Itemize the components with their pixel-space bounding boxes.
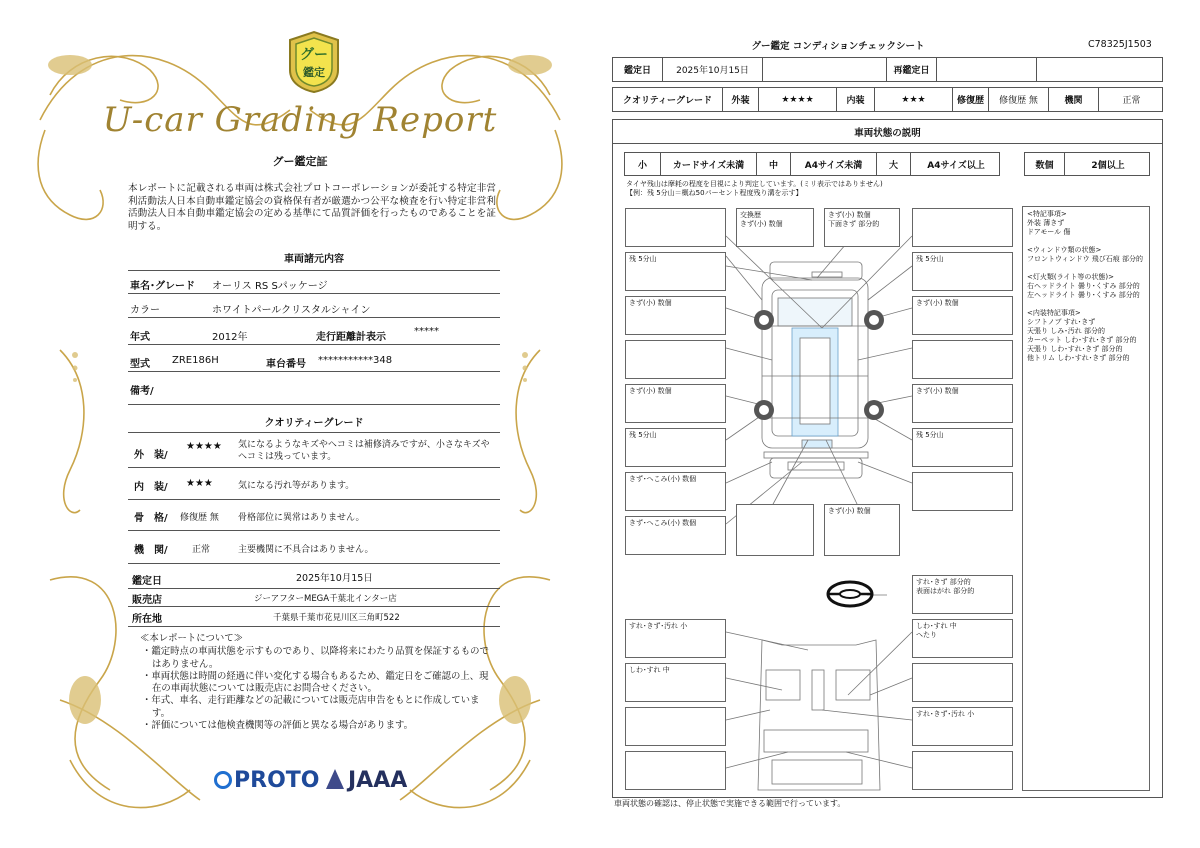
shop-row: [128, 589, 500, 607]
notes-title: ≪本レポートについて≫: [140, 633, 243, 644]
color-label: カラー: [130, 305, 160, 316]
name-label: 車名･グレード: [130, 281, 195, 292]
footer-note: 車両状態の確認は、停止状態で実施できる範囲で行っています。: [614, 799, 846, 808]
spec-row-model: [128, 345, 500, 372]
count-label: 数個: [1025, 153, 1065, 175]
tire-note-2: 【例：残 5分山＝概ね50パーセント程度残り溝を示す】: [626, 189, 803, 197]
repair-value: 修復歴 無: [989, 88, 1049, 111]
address-row: [128, 607, 500, 627]
engine-value: 正常: [192, 545, 211, 555]
shop-label: 販売店: [132, 595, 162, 606]
note-item: ・車両状態は時間の経過に伴い変化する場合もあるため、鑑定日をご確認の上、現在の車両状態については販売店にお問合せください。: [142, 670, 489, 695]
report-title: U-car Grading Report: [102, 100, 498, 140]
year-label: 年式: [130, 332, 150, 343]
grade-label: クオリティーグレード: [613, 88, 723, 111]
repair-label: 修復歴: [953, 88, 989, 111]
model-value: ZRE186H: [172, 355, 219, 366]
year-value: 2012年: [212, 332, 248, 343]
address-value: 千葉県千葉市花見川区三角町522: [273, 613, 400, 623]
spec-row-name: [128, 270, 500, 294]
int-stars: ★★★: [875, 88, 953, 111]
grade-title: クオリティーグレード: [264, 418, 364, 429]
size-large-desc: A4サイズ以上: [927, 160, 985, 171]
frame-label: 骨 格/: [134, 513, 168, 524]
condition-box: [912, 208, 1013, 247]
condition-box: きず(小) 数個: [912, 384, 1013, 423]
date-value: 2025年10月15日: [296, 573, 373, 584]
condition-box: すれ･きず 部分的 表面はがれ 部分的: [912, 575, 1013, 614]
remarks-label: 備考/: [130, 386, 154, 397]
condition-box: すれ･きず･汚れ 小: [625, 619, 726, 658]
grade-table: [612, 87, 1163, 112]
note-item: ・年式、車名、走行距離などの記載については販売店申告をもとに作成しています。: [142, 695, 480, 719]
condition-box: [912, 663, 1013, 702]
chassis-value: ***********348: [318, 355, 393, 366]
model-label: 型式: [130, 359, 150, 370]
condition-box: 残 5分山: [912, 252, 1013, 291]
ext-label: 外装: [723, 88, 759, 111]
exterior-stars: ★★★★: [186, 441, 222, 452]
condition-box: 残 5分山: [625, 428, 726, 467]
steering-wheel-icon: [828, 582, 872, 606]
condition-box: [625, 208, 726, 247]
condition-box: [625, 340, 726, 379]
proto-mark-icon: [214, 771, 232, 789]
goo-kantei-badge: [284, 30, 344, 94]
size-large: 大: [877, 153, 911, 175]
condition-box: きず(小) 数個: [912, 296, 1013, 335]
note-item: ・評価については他検査機関等の評価と異なる場合があります。: [142, 720, 413, 732]
date-label: 鑑定日: [613, 58, 663, 81]
engine-text: 主要機関に不具合はありません。: [238, 545, 374, 555]
sheet-id: C78325J1503: [1088, 39, 1152, 50]
condition-box: きず･へこみ(小) 数個: [625, 472, 726, 511]
grade-row-engine: [128, 531, 500, 564]
mileage-value: *****: [414, 326, 439, 337]
sheet-title: グー鑑定 コンディションチェックシート: [751, 41, 925, 52]
size-mid: 中: [757, 153, 791, 175]
color-value: ホワイトパールクリスタルシャイン: [212, 305, 371, 316]
divider: [612, 143, 1163, 144]
frame-text: 骨格部位に異常はありません。: [238, 513, 365, 523]
frame-value: 修復歴 無: [180, 513, 219, 523]
condition-box: [625, 751, 726, 790]
blank-cell: [763, 58, 887, 81]
blank-cell: [937, 58, 1037, 81]
condition-box: きず(小) 数個: [625, 384, 726, 423]
grade-row-interior: [128, 467, 500, 500]
jaaa-logo: JAAA: [326, 768, 407, 793]
condition-box: きず(小) 数個 下面きず 部分的: [824, 208, 900, 247]
engine-label: 機 関/: [134, 545, 168, 556]
recheck-label: 再鑑定日: [887, 58, 937, 81]
condition-box: [625, 707, 726, 746]
interior-stars: ★★★: [186, 478, 213, 489]
condition-box: [912, 751, 1013, 790]
condition-box: [736, 504, 814, 556]
grade-row-exterior: [128, 432, 500, 468]
report-notes: [140, 633, 492, 732]
date-value: 2025年10月15日: [663, 58, 763, 81]
condition-box: すれ･きず･汚れ 小: [912, 707, 1013, 746]
badge-top-text: グー: [300, 47, 328, 63]
engine-label: 機関: [1049, 88, 1099, 111]
condition-box: 残 5分山: [625, 252, 726, 291]
proto-logo: PROTO: [214, 768, 319, 793]
address-label: 所在地: [132, 614, 162, 625]
int-label: 内装: [837, 88, 875, 111]
interior-text: 気になる汚れ等があります。: [238, 481, 355, 491]
condition-box: 交換歴 きず(小) 数個: [736, 208, 814, 247]
condition-title: 車両状態の説明: [854, 128, 921, 139]
spec-row-color: [128, 293, 500, 318]
condition-box: [912, 340, 1013, 379]
mileage-label: 走行距離計表示: [316, 332, 386, 343]
interior-label: 内 装/: [134, 482, 168, 493]
size-small: 小: [625, 153, 661, 175]
chassis-label: 車台番号: [266, 359, 306, 370]
condition-box: きず(小) 数個: [824, 504, 900, 556]
special-notes: <特記事項> 外装 薄きず ドアモール 傷 <ウィンドウ類の状態> フロントウィンドウ 飛び石痕 部分的 <灯火類(ライト等の状態)> 右ヘッドライト 曇り･くすみ 部分的 左ヘッドライト 曇り･くすみ 部分的 <内装特記事項> シフトノブ すれ･きず 天張り しみ･汚れ 部分的 カーペット しわ･すれ･きず 部分的 天張り しわ･すれ･きず 部分的 他トリム しわ･すれ･きず 部分的: [1022, 206, 1150, 791]
condition-box: しわ･すれ 中: [625, 663, 726, 702]
condition-box: [912, 472, 1013, 511]
spec-row-year: [128, 318, 500, 345]
count-legend: [1024, 152, 1150, 176]
grade-row-frame: [128, 500, 500, 531]
spec-title: 車両諸元内容: [284, 254, 344, 265]
count-desc: 2個以上: [1091, 160, 1125, 171]
date-label: 鑑定日: [132, 576, 162, 587]
condition-box: きず･へこみ(小) 数個: [625, 516, 726, 555]
engine-value: 正常: [1122, 96, 1141, 106]
cert-text: 本レポートに記載される車両は株式会社プロトコーポレーションが委託する特定非営利活動法人日本自動車鑑定協会の資格保有者が厳選かつ公平な検査を行い特定非営利活動法人日本自動車鑑定協会の定める基準にて品質評価を行ったものであることを証明する。: [128, 183, 496, 232]
condition-box: 残 5分山: [912, 428, 1013, 467]
shop-value: ジーアフターMEGA千葉北インター店: [254, 594, 397, 604]
cert-title: グー鑑定証: [272, 155, 328, 168]
exterior-label: 外 装/: [134, 450, 168, 461]
size-small-desc: カードサイズ未満: [661, 153, 757, 175]
note-item: ・鑑定時点の車両状態を示すものであり、以降将来にわたり品質を保証するものではありません。: [142, 646, 489, 670]
exterior-text: 気になるようなキズやヘコミは補修済みですが、小さなキズやヘコミは残っています。: [238, 440, 490, 462]
spec-row-remarks: [128, 372, 500, 405]
size-mid-desc: A4サイズ未満: [791, 153, 877, 175]
badge-bottom-text: 鑑定: [303, 66, 325, 79]
date-table: [612, 57, 1163, 82]
condition-box: きず(小) 数個: [625, 296, 726, 335]
jaaa-mark-icon: [326, 769, 344, 789]
size-legend: [624, 152, 1000, 176]
name-value: オーリス RS Sパッケージ: [212, 281, 328, 292]
ext-stars: ★★★★: [759, 88, 837, 111]
date-row: [128, 564, 500, 589]
condition-box: しわ･すれ 中 へたり: [912, 619, 1013, 658]
tire-note-1: タイヤ残山は摩耗の程度を目視により判定しています。(ミリ表示ではありません): [626, 180, 883, 188]
